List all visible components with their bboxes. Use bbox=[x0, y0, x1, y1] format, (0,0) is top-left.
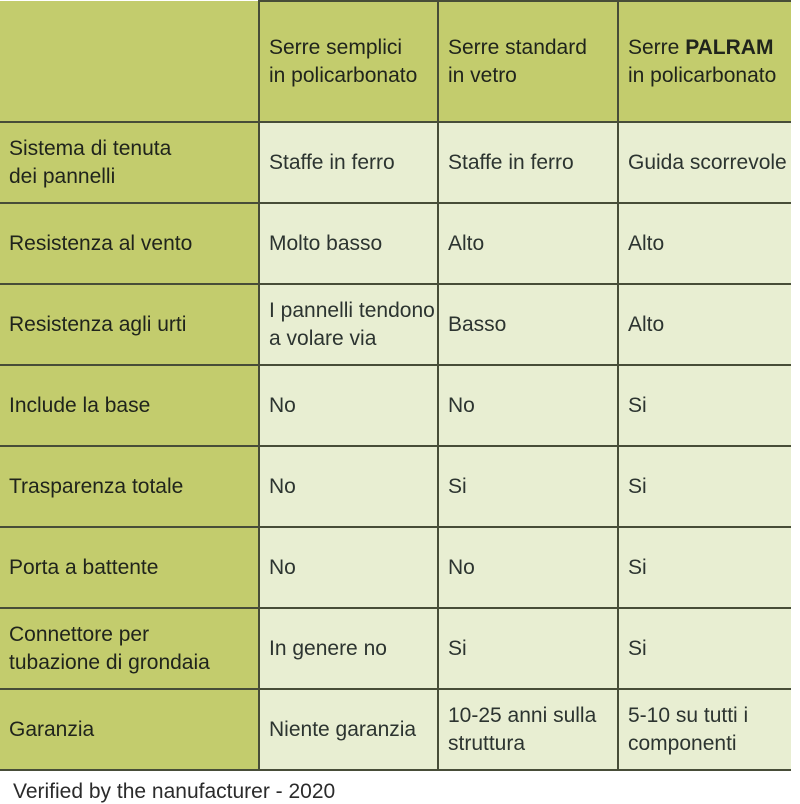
cell-value: No bbox=[438, 527, 618, 608]
cell-value: Alto bbox=[438, 203, 618, 284]
table-header bbox=[0, 1, 791, 122]
cell-value: Si bbox=[618, 527, 791, 608]
column-header bbox=[259, 1, 438, 122]
row-label: Resistenza agli urti bbox=[0, 284, 259, 365]
table-row bbox=[0, 446, 791, 527]
cell-value: Si bbox=[438, 608, 618, 689]
row-label: Sistema di tenuta dei pannelli bbox=[0, 122, 259, 203]
cell-value: Niente garanzia bbox=[259, 689, 438, 770]
cell-value: Guida scorrevole bbox=[618, 122, 791, 203]
cell-value: Basso bbox=[438, 284, 618, 365]
cell-value: Si bbox=[618, 365, 791, 446]
cell-value: Staffe in ferro bbox=[259, 122, 438, 203]
cell-value: Si bbox=[618, 608, 791, 689]
cell-value: 5-10 su tutti i componenti bbox=[618, 689, 791, 770]
table-row bbox=[0, 689, 791, 770]
header-text: in vetro bbox=[448, 63, 517, 87]
brand-name: PALRAM bbox=[685, 35, 774, 59]
row-label: Porta a battente bbox=[0, 527, 259, 608]
cell-value: Si bbox=[438, 446, 618, 527]
cell-value: No bbox=[438, 365, 618, 446]
table-row bbox=[0, 284, 791, 365]
row-label: Trasparenza totale bbox=[0, 446, 259, 527]
table-row bbox=[0, 122, 791, 203]
cell-value: Molto basso bbox=[259, 203, 438, 284]
header-text: Serre semplici bbox=[269, 35, 403, 59]
row-label: Garanzia bbox=[0, 689, 259, 770]
cell-value: No bbox=[259, 527, 438, 608]
column-header bbox=[438, 1, 618, 122]
cell-value: No bbox=[259, 446, 438, 527]
cell-value: 10-25 anni sulla struttura bbox=[438, 689, 618, 770]
table-row bbox=[0, 203, 791, 284]
row-label: Resistenza al vento bbox=[0, 203, 259, 284]
table-row bbox=[0, 365, 791, 446]
header-text: Serre standard bbox=[448, 35, 587, 59]
header-text: Serre bbox=[628, 35, 686, 59]
header-row bbox=[0, 1, 791, 122]
table-row bbox=[0, 608, 791, 689]
cell-value: I pannelli tendono a volare via bbox=[259, 284, 438, 365]
table-row bbox=[0, 527, 791, 608]
cell-value: Alto bbox=[618, 284, 791, 365]
row-label: Include la base bbox=[0, 365, 259, 446]
footer-note: Verified by the nanufacturer - 2020 bbox=[13, 780, 336, 803]
cell-value: Si bbox=[618, 446, 791, 527]
table-body bbox=[0, 122, 791, 770]
header-text: in policarbonato bbox=[269, 63, 418, 87]
cell-value: In genere no bbox=[259, 608, 438, 689]
corner-cell bbox=[0, 1, 259, 122]
cell-value: Alto bbox=[618, 203, 791, 284]
header-text: in policarbonato bbox=[628, 63, 777, 87]
cell-value: No bbox=[259, 365, 438, 446]
row-label: Connettore per tubazione di grondaia bbox=[0, 608, 259, 689]
cell-value: Staffe in ferro bbox=[438, 122, 618, 203]
column-header bbox=[618, 1, 791, 122]
